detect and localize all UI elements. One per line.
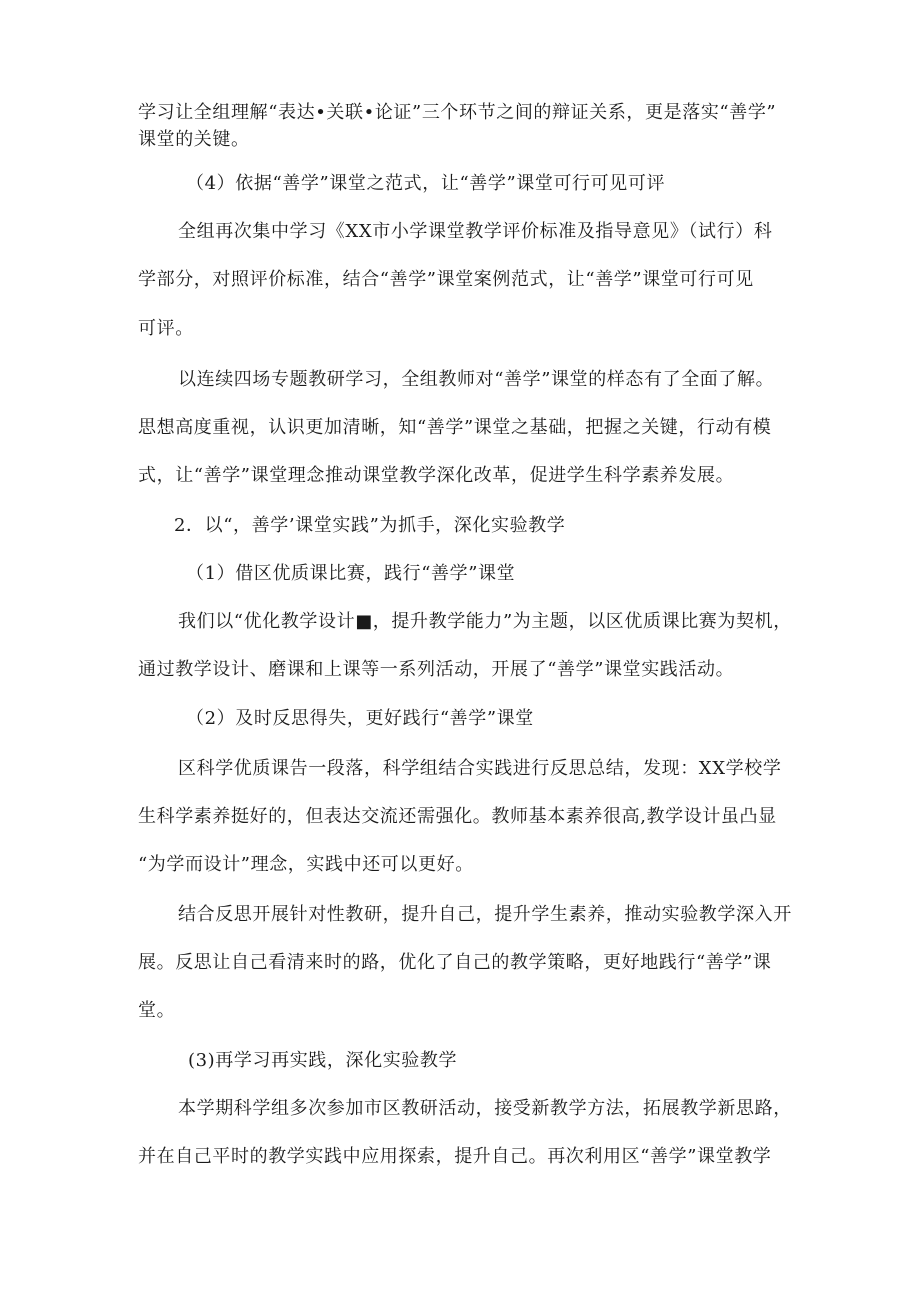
text-line: 可评。 [138,318,194,339]
text-line: 区科学优质课告一段落，科学组结合实践进行反思总结，发现：XX学校学 [178,758,782,779]
text-line: 我们以“优化教学设计■，提升教学能力”为主题，以区优质课比赛为契机， [178,611,792,632]
text-line: 堂。 [138,1000,176,1021]
text-line: 展。反思让自己看清来时的路，优化了自己的教学策略，更好地践行“善学”课 [138,952,772,973]
text-line: 通过教学设计、磨课和上课等一系列活动，开展了“善学”课堂实践活动。 [138,659,735,680]
text-line: 课堂的关键。 [138,129,250,150]
text-line: “为学而设计”理念，实践中还可以更好。 [138,854,474,875]
subsection-heading: (3)再学习再实践，深化实验教学 [188,1050,458,1071]
text-line: 本学期科学组多次参加市区教研活动，接受新教学方法，拓展教学新思路， [178,1098,792,1119]
subsection-heading: （1）借区优质课比赛，践行“善学”课堂 [186,563,516,584]
subsection-heading: （2）及时反思得失，更好践行“善学”课堂 [186,708,534,729]
text-line: 结合反思开展针对性教研，提升自己，提升学生素养，推动实验教学深入开 [178,904,792,925]
section-heading: （4）依据“善学”课堂之范式，让“善学”课堂可行可见可评 [186,173,666,194]
text-line: 生科学素养挺好的，但表达交流还需强化。教师基本素养很高,教学设计虽凸显 [138,806,777,827]
text-line: 思想高度重视，认识更加清晰，知“善学”课堂之基础，把握之关键，行动有模 [138,417,772,438]
text-line: 式，让“善学”课堂理念推动课堂教学深化改革，促进学生科学素养发展。 [138,465,735,486]
text-line: 以连续四场专题教研学习，全组教师对“善学”课堂的样态有了全面了解。 [178,369,775,390]
section-heading: 2．以“，善学’课堂实践”为抓手，深化实验教学 [174,515,566,536]
text-line: 全组再次集中学习《XX市小学课堂教学评价标准及指导意见》（试行）科 [178,221,773,242]
text-line: 并在自己平时的教学实践中应用探索，提升自己。再次利用区“善学”课堂教学 [138,1146,772,1167]
text-line: 学习让全组理解“表达•关联•论证”三个环节之间的辩证关系，更是落实“善学” [138,102,777,123]
text-line: 学部分，对照评价标准，结合“善学”课堂案例范式，让“善学”课堂可行可见 [138,269,754,290]
